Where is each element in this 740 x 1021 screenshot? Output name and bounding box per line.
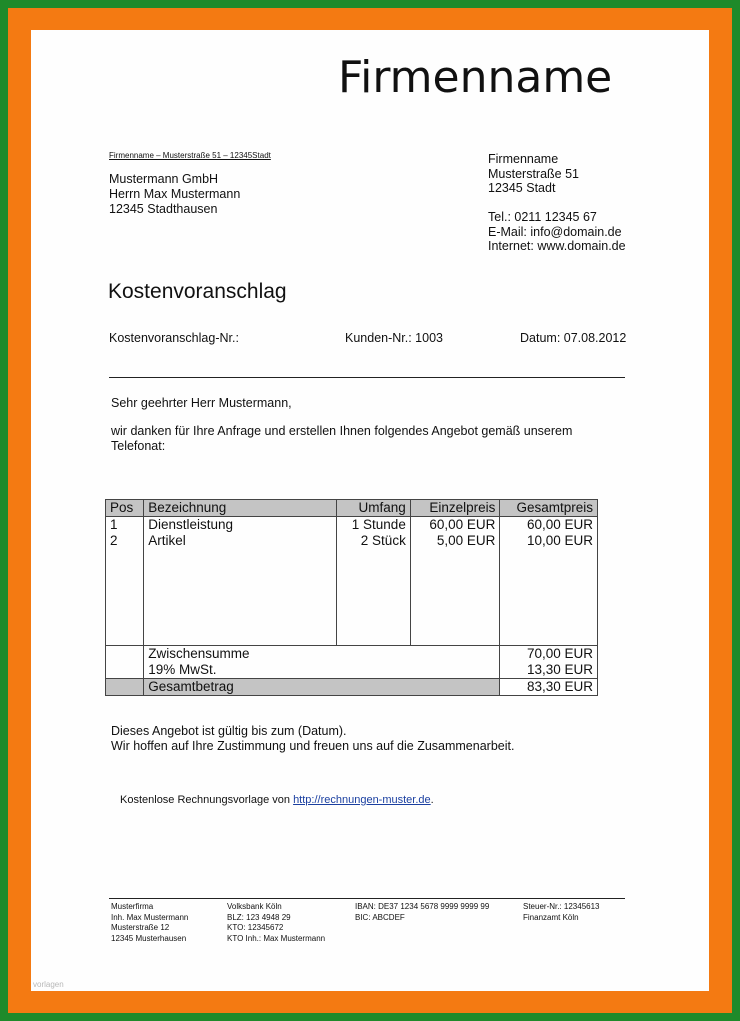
col-header-total-price: Gesamtpreis	[500, 500, 598, 517]
footer-divider	[109, 898, 625, 899]
footer-line: KTO Inh.: Max Mustermann	[227, 933, 326, 943]
col-header-pos: Pos	[106, 500, 144, 517]
col-header-quantity: Umfang	[337, 500, 410, 517]
recipient-address	[109, 172, 240, 217]
gross-total-row	[106, 678, 598, 695]
cell-unit-price: 60,00 EUR	[410, 517, 500, 534]
footer-col-company	[111, 902, 188, 944]
intro-line: wir danken für Ihre Anfrage und erstellen Ihnen folgendes Angebot gemäß unserem	[111, 424, 573, 438]
cell-description: Artikel	[144, 533, 337, 549]
vat-label: 19% MwSt.	[144, 662, 500, 679]
intro-text	[111, 424, 572, 453]
footer-col-iban	[355, 902, 489, 923]
cell-description: Dienstleistung	[144, 517, 337, 534]
footer-line: Musterstraße 12	[111, 923, 170, 932]
divider-line	[109, 377, 625, 378]
footer-line: Steuer-Nr.: 12345613	[523, 902, 600, 911]
subtotal-row	[106, 645, 598, 662]
closing-line: Dieses Angebot ist gültig bis zum (Datum).	[111, 724, 347, 738]
recipient-line: Mustermann GmbH	[109, 172, 219, 186]
document-page	[31, 30, 709, 991]
footer-line: BIC: ABCDEF	[355, 912, 405, 922]
footer-line: Inh. Max Mustermann	[111, 912, 189, 922]
col-header-description: Bezeichnung	[144, 500, 337, 517]
template-link[interactable]: http://rechnungen-muster.de	[293, 794, 431, 806]
company-info-line: Firmenname	[488, 152, 559, 166]
company-name-heading: Firmenname	[338, 52, 613, 103]
cell-quantity: 1 Stunde	[337, 517, 410, 534]
footer-line: Musterfirma	[111, 902, 154, 911]
cell-total-price: 10,00 EUR	[500, 533, 598, 549]
footer-line: KTO: 12345672	[227, 923, 284, 932]
template-credit	[120, 794, 434, 806]
salutation: Sehr geehrter Herr Mustermann,	[111, 396, 292, 410]
cell-quantity: 2 Stück	[337, 533, 410, 549]
table-row	[106, 517, 598, 534]
table-header-row	[106, 500, 598, 517]
company-info-line: 12345 Stadt	[488, 181, 556, 195]
footer-col-bank	[227, 902, 325, 944]
company-info-line	[488, 196, 626, 211]
company-info-line: Internet: www.domain.de	[488, 239, 626, 253]
cell-pos: 1	[106, 517, 144, 534]
footer-line: Finanzamt Köln	[523, 912, 579, 922]
subtotal-value: 70,00 EUR	[500, 645, 598, 662]
watermark: vorlagen	[33, 980, 64, 989]
cell-unit-price: 5,00 EUR	[410, 533, 500, 549]
cell-pos: 2	[106, 533, 144, 549]
vat-row	[106, 662, 598, 679]
recipient-line: Herrn Max Mustermann	[109, 187, 241, 201]
footer-line: IBAN: DE37 1234 5678 9999 9999 99	[355, 902, 490, 911]
document-date: Datum: 07.08.2012	[520, 331, 627, 345]
table-empty-area	[106, 549, 598, 645]
company-info-line: E-Mail: info@domain.de	[488, 224, 622, 239]
gross-total-value: 83,30 EUR	[500, 678, 598, 695]
cell-total-price: 60,00 EUR	[500, 517, 598, 534]
company-info-line: Tel.: 0211 12345 67	[488, 210, 597, 224]
template-credit-suffix: .	[430, 794, 434, 806]
quote-number-label: Kostenvoranschlag-Nr.:	[109, 331, 239, 345]
footer-line: Volksbank Köln	[227, 902, 282, 911]
subtotal-label: Zwischensumme	[144, 645, 500, 662]
closing-text	[111, 724, 514, 753]
gross-total-label: Gesamtbetrag	[144, 678, 500, 695]
intro-line: Telefonat:	[111, 438, 166, 453]
items-table	[105, 499, 598, 696]
closing-line: Wir hoffen auf Ihre Zustimmung und freuen uns auf die Zusammenarbeit.	[111, 738, 515, 753]
template-credit-text: Kostenlose Rechnungsvorlage von	[120, 794, 294, 806]
table-row	[106, 533, 598, 549]
company-contact-block	[488, 152, 626, 254]
footer-line: 12345 Musterhausen	[111, 933, 187, 943]
footer-line: BLZ: 123 4948 29	[227, 912, 291, 922]
customer-number: Kunden-Nr.: 1003	[345, 331, 443, 345]
col-header-unit-price: Einzelpreis	[410, 500, 500, 517]
sender-line: Firmenname – Musterstraße 51 – 12345Stadt	[109, 151, 271, 160]
vat-value: 13,30 EUR	[500, 662, 598, 679]
recipient-line: 12345 Stadthausen	[109, 202, 218, 216]
company-info-line: Musterstraße 51	[488, 166, 580, 181]
document-title: Kostenvoranschlag	[108, 280, 287, 303]
footer-col-tax	[523, 902, 600, 923]
